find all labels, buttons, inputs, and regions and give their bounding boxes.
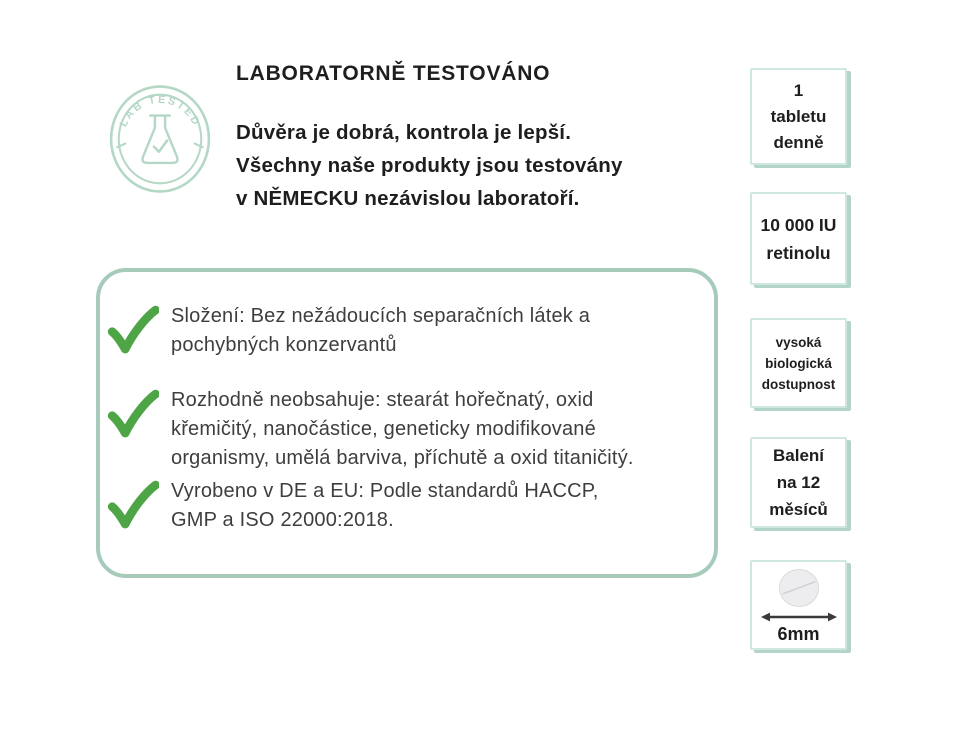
checkmark-icon: [107, 389, 159, 439]
checklist-line: Vyrobeno v DE a EU: Podle standardů HACCP,: [171, 480, 599, 502]
checklist-line: organismy, umělá barviva, příchutě a oxid titaničitý.: [171, 447, 634, 469]
fact-box-package: [750, 437, 847, 528]
checklist-item: [107, 386, 634, 473]
checkmark-icon: [107, 305, 159, 355]
diameter-arrow-icon: [761, 613, 837, 622]
section-title: LABORATORNĚ TESTOVÁNO: [236, 62, 551, 85]
checklist-text: [171, 386, 634, 473]
fact-line: biologická: [765, 355, 832, 371]
checklist-item: [107, 302, 590, 360]
benefits-box: [96, 268, 718, 578]
fact-box-retinol: [750, 192, 847, 285]
tablet-size-label: 6mm: [777, 624, 820, 644]
lab-tested-icon: [109, 85, 211, 193]
flask-icon: [143, 117, 178, 163]
fact-box-bioavailability: [750, 318, 847, 408]
checklist-text: [171, 477, 599, 535]
checklist-line: Rozhodně neobsahuje: stearát hořečnatý, oxid: [171, 389, 594, 411]
fact-line: 10 000 IU: [760, 214, 837, 235]
lab-tested-badge: [109, 85, 211, 193]
checklist-line: Složení: Bez nežádoucích separačních látek a: [171, 305, 591, 327]
tablet-icon: [759, 568, 839, 626]
checklist-line: GMP a ISO 22000:2018.: [171, 509, 394, 531]
fact-line: Balení: [772, 446, 825, 465]
intro-line: Všechny naše produkty jsou testovány: [236, 154, 623, 177]
badge-label: LAB TESTED: [117, 93, 203, 129]
intro-line: Důvěra je dobrá, kontrola je lepší.: [236, 121, 572, 144]
badge-dashes: [117, 144, 203, 148]
fact-line: denně: [773, 132, 824, 152]
fact-box-dosage: [750, 68, 847, 165]
fact-line: retinolu: [766, 242, 831, 263]
fact-line: dostupnost: [761, 376, 836, 392]
checkmark-icon: [107, 480, 159, 530]
fact-line: měsíců: [769, 500, 828, 519]
fact-line: na 12: [776, 473, 821, 492]
fact-box-tablet-size: [750, 560, 847, 650]
flask-check-icon: [154, 141, 167, 152]
fact-line: tabletu: [770, 106, 827, 126]
fact-line: vysoká: [775, 334, 822, 350]
checklist-line: křemičitý, nanočástice, geneticky modifikované: [171, 418, 596, 440]
intro-text: [236, 116, 623, 215]
checklist-item: [107, 477, 599, 535]
fact-line: 1: [793, 80, 804, 100]
checklist-line: pochybných konzervantů: [171, 334, 397, 356]
checklist-text: [171, 302, 590, 360]
intro-line: v NĚMECKU nezávislou laboratoří.: [236, 187, 580, 210]
